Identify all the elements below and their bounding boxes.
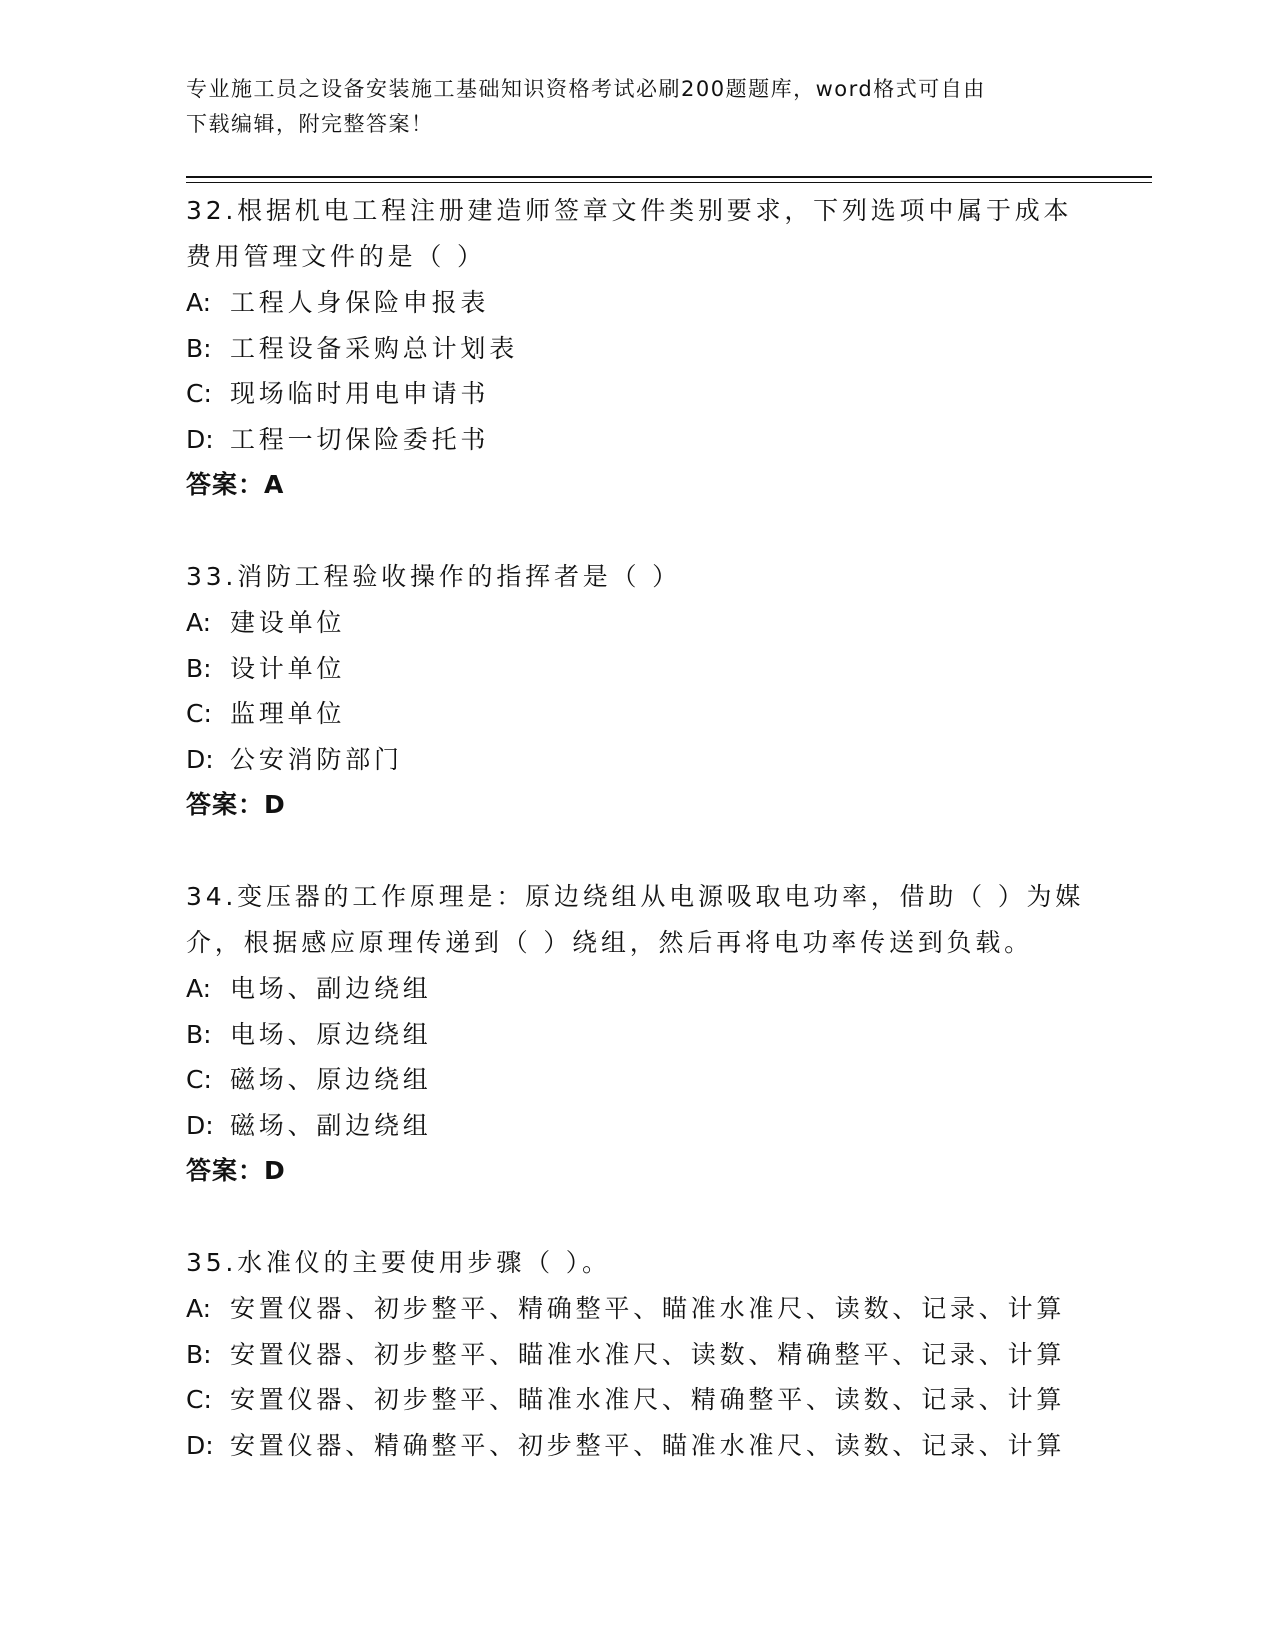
- answer-line: 答案：D: [186, 790, 286, 819]
- answer-line: 答案：D: [186, 1156, 286, 1185]
- option-d: [186, 1423, 1086, 1469]
- option-b: [186, 326, 1086, 372]
- option-text: 安置仪器、初步整平、瞄准水准尺、精确整平、读数、记录、计算: [230, 1385, 1066, 1414]
- question-34: [186, 874, 1086, 1194]
- question-text: 33.消防工程验收操作的指挥者是（ ）: [186, 562, 681, 591]
- question-text: 34.变压器的工作原理是：原边绕组从电源吸取电功率，借助（ ）为媒介，根据感应原理传递到（ ）绕组，然后再将电功率传送到负载。: [186, 882, 1085, 957]
- option-text: 设计单位: [230, 653, 346, 683]
- option-text: 工程一切保险委托书: [230, 424, 490, 454]
- option-a: [186, 280, 1086, 326]
- option-c: [186, 1057, 1086, 1103]
- option-d: [186, 737, 1086, 783]
- option-letter: A:: [186, 288, 212, 317]
- option-letter: A:: [186, 608, 212, 637]
- option-text: 磁场、副边绕组: [230, 1110, 432, 1140]
- option-a: [186, 1286, 1086, 1332]
- option-letter: D:: [186, 1430, 214, 1460]
- option-b: [186, 1332, 1086, 1378]
- option-text: 电场、副边绕组: [230, 974, 432, 1003]
- option-letter: D:: [186, 744, 214, 774]
- option-text: 安置仪器、初步整平、精确整平、瞄准水准尺、读数、记录、计算: [230, 1294, 1066, 1323]
- option-letter: C:: [186, 379, 212, 408]
- option-d: [186, 417, 1086, 463]
- option-c: [186, 691, 1086, 737]
- question-list: [186, 188, 1086, 1514]
- option-text: 安置仪器、精确整平、初步整平、瞄准水准尺、读数、记录、计算: [230, 1430, 1066, 1460]
- option-letter: D:: [186, 1110, 214, 1140]
- answer-line: 答案：A: [186, 470, 285, 499]
- option-d: [186, 1103, 1086, 1149]
- option-letter: A:: [186, 1294, 212, 1323]
- question-35: [186, 1240, 1086, 1468]
- option-letter: B:: [186, 1019, 212, 1049]
- question-text: 35.水准仪的主要使用步骤（ ）。: [186, 1248, 611, 1277]
- option-b: [186, 646, 1086, 692]
- question-33: [186, 554, 1086, 828]
- option-letter: B:: [186, 1339, 212, 1369]
- header-divider-thick: [186, 176, 1152, 178]
- option-letter: C:: [186, 1385, 212, 1414]
- option-letter: C:: [186, 699, 212, 728]
- option-a: [186, 600, 1086, 646]
- option-letter: C:: [186, 1065, 212, 1094]
- option-text: 建设单位: [230, 608, 346, 637]
- option-letter: A:: [186, 974, 212, 1003]
- option-c: [186, 1377, 1086, 1423]
- question-32: [186, 188, 1086, 508]
- question-text: 32.根据机电工程注册建造师签章文件类别要求，下列选项中属于成本费用管理文件的是（ ）: [186, 196, 1073, 271]
- option-text: 公安消防部门: [230, 744, 403, 774]
- option-letter: B:: [186, 333, 212, 363]
- option-text: 工程人身保险申报表: [230, 288, 490, 317]
- option-text: 电场、原边绕组: [230, 1019, 432, 1049]
- option-text: 现场临时用电申请书: [230, 379, 490, 408]
- option-text: 工程设备采购总计划表: [230, 333, 519, 363]
- header-line-1: 专业施工员之设备安装施工基础知识资格考试必刷200题题库，word格式可自由: [186, 77, 986, 101]
- option-text: 磁场、原边绕组: [230, 1065, 432, 1094]
- option-b: [186, 1012, 1086, 1058]
- option-a: [186, 966, 1086, 1012]
- document-header: [186, 72, 1086, 142]
- option-text: 安置仪器、初步整平、瞄准水准尺、读数、精确整平、记录、计算: [230, 1339, 1066, 1369]
- header-line-2: 下载编辑，附完整答案！: [186, 112, 434, 136]
- option-text: 监理单位: [230, 699, 346, 728]
- header-divider-thin: [186, 182, 1152, 183]
- option-letter: B:: [186, 653, 212, 683]
- option-c: [186, 371, 1086, 417]
- option-letter: D:: [186, 424, 214, 454]
